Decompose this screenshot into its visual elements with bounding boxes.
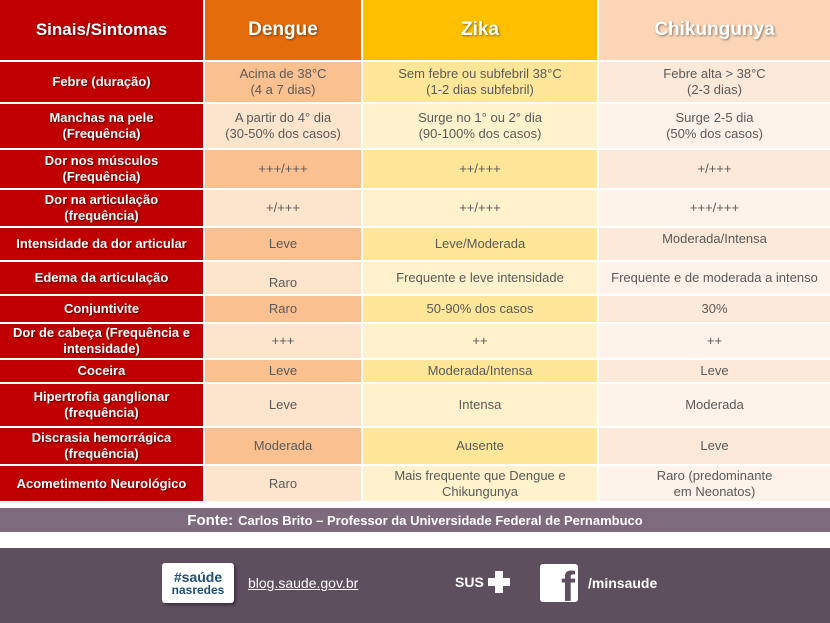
chikungunya-cell: Moderada (599, 384, 830, 426)
table-row (0, 428, 830, 466)
sus-logo (455, 570, 511, 594)
row-label: Conjuntivite (0, 296, 205, 322)
chikungunya-cell: Frequente e de moderada a intenso (599, 262, 830, 294)
header-chikungunya: Chikungunya (599, 0, 830, 60)
header-dengue: Dengue (205, 0, 363, 60)
chikungunya-cell: +++/+++ (599, 190, 830, 226)
dengue-cell: +++ (205, 324, 363, 358)
row-label: Febre (duração) (0, 62, 205, 102)
zika-cell: Intensa (363, 384, 599, 426)
chikungunya-cell: Febre alta > 38°C (2-3 dias) (599, 62, 830, 102)
zika-cell: ++ (363, 324, 599, 358)
dengue-cell: Leve (205, 384, 363, 426)
row-label: Dor na articulação (frequência) (0, 190, 205, 226)
table-row (0, 384, 830, 428)
row-label: Hipertrofia ganglionar (frequência) (0, 384, 205, 426)
chikungunya-cell: Leve (599, 428, 830, 464)
dengue-cell: Leve (205, 228, 363, 260)
chikungunya-cell: 30% (599, 296, 830, 322)
zika-cell: Moderada/Intensa (363, 360, 599, 382)
saude-nas-redes-badge[interactable] (162, 563, 234, 603)
dengue-cell: A partir do 4° dia (30-50% dos casos) (205, 104, 363, 148)
row-label: Discrasia hemorrágica (frequência) (0, 428, 205, 464)
badge-line-1: #saúde (173, 569, 223, 585)
table-row (0, 296, 830, 324)
row-label: Intensidade da dor articular (0, 228, 205, 260)
chikungunya-cell: Surge 2-5 dia (50% dos casos) (599, 104, 830, 148)
dengue-cell: Raro (205, 262, 363, 294)
dengue-cell: Acima de 38°C (4 a 7 dias) (205, 62, 363, 102)
table-row (0, 360, 830, 384)
table-row (0, 62, 830, 104)
row-label: Acometimento Neurológico (0, 466, 205, 501)
badge-line-2: nasredes (171, 583, 225, 597)
table-row (0, 228, 830, 262)
dengue-cell: Moderada (205, 428, 363, 464)
source-label: Fonte: (187, 511, 234, 529)
footer-bar (0, 548, 830, 623)
chikungunya-cell: Raro (predominante em Neonatos) (599, 466, 830, 501)
zika-cell: Sem febre ou subfebril 38°C (1-2 dias subfebril) (363, 62, 599, 102)
table-row (0, 104, 830, 150)
chikungunya-cell: Leve (599, 360, 830, 382)
chikungunya-cell: ++ (599, 324, 830, 358)
table-row (0, 262, 830, 296)
facebook-handle[interactable]: /minsaude (588, 575, 658, 591)
facebook-icon[interactable] (540, 564, 578, 602)
dengue-cell: Raro (205, 466, 363, 501)
blog-link[interactable]: blog.saude.gov.br (248, 575, 359, 591)
source-bar (0, 508, 830, 532)
header-zika: Zika (363, 0, 599, 60)
row-label: Coceira (0, 360, 205, 382)
zika-cell: ++/+++ (363, 190, 599, 226)
zika-cell: Mais frequente que Dengue e Chikungunya (363, 466, 599, 501)
row-label: Edema da articulação (0, 262, 205, 294)
dengue-cell: +++/+++ (205, 150, 363, 188)
sus-cross-icon (487, 570, 511, 594)
table-header-row (0, 0, 830, 62)
row-label: Dor de cabeça (Frequência e intensidade) (0, 324, 205, 358)
dengue-cell: Leve (205, 360, 363, 382)
table-row (0, 324, 830, 360)
sus-logo-text: SUS (455, 574, 484, 590)
zika-cell: Ausente (363, 428, 599, 464)
zika-cell: ++/+++ (363, 150, 599, 188)
row-label: Manchas na pele (Frequência) (0, 104, 205, 148)
source-text: Carlos Brito – Professor da Universidade Federal de Pernambuco (238, 512, 643, 528)
table-row (0, 466, 830, 503)
row-label: Dor nos músculos (Frequência) (0, 150, 205, 188)
table-row (0, 190, 830, 228)
facebook-glyph: f (561, 564, 575, 602)
header-signs-symptoms: Sinais/Sintomas (0, 0, 205, 60)
chikungunya-cell: +/+++ (599, 150, 830, 188)
table-row (0, 150, 830, 190)
zika-cell: Leve/Moderada (363, 228, 599, 260)
dengue-cell: +/+++ (205, 190, 363, 226)
chikungunya-cell: Moderada/Intensa (599, 228, 830, 260)
zika-cell: Surge no 1° ou 2° dia (90-100% dos casos) (363, 104, 599, 148)
zika-cell: 50-90% dos casos (363, 296, 599, 322)
dengue-cell: Raro (205, 296, 363, 322)
zika-cell: Frequente e leve intensidade (363, 262, 599, 294)
